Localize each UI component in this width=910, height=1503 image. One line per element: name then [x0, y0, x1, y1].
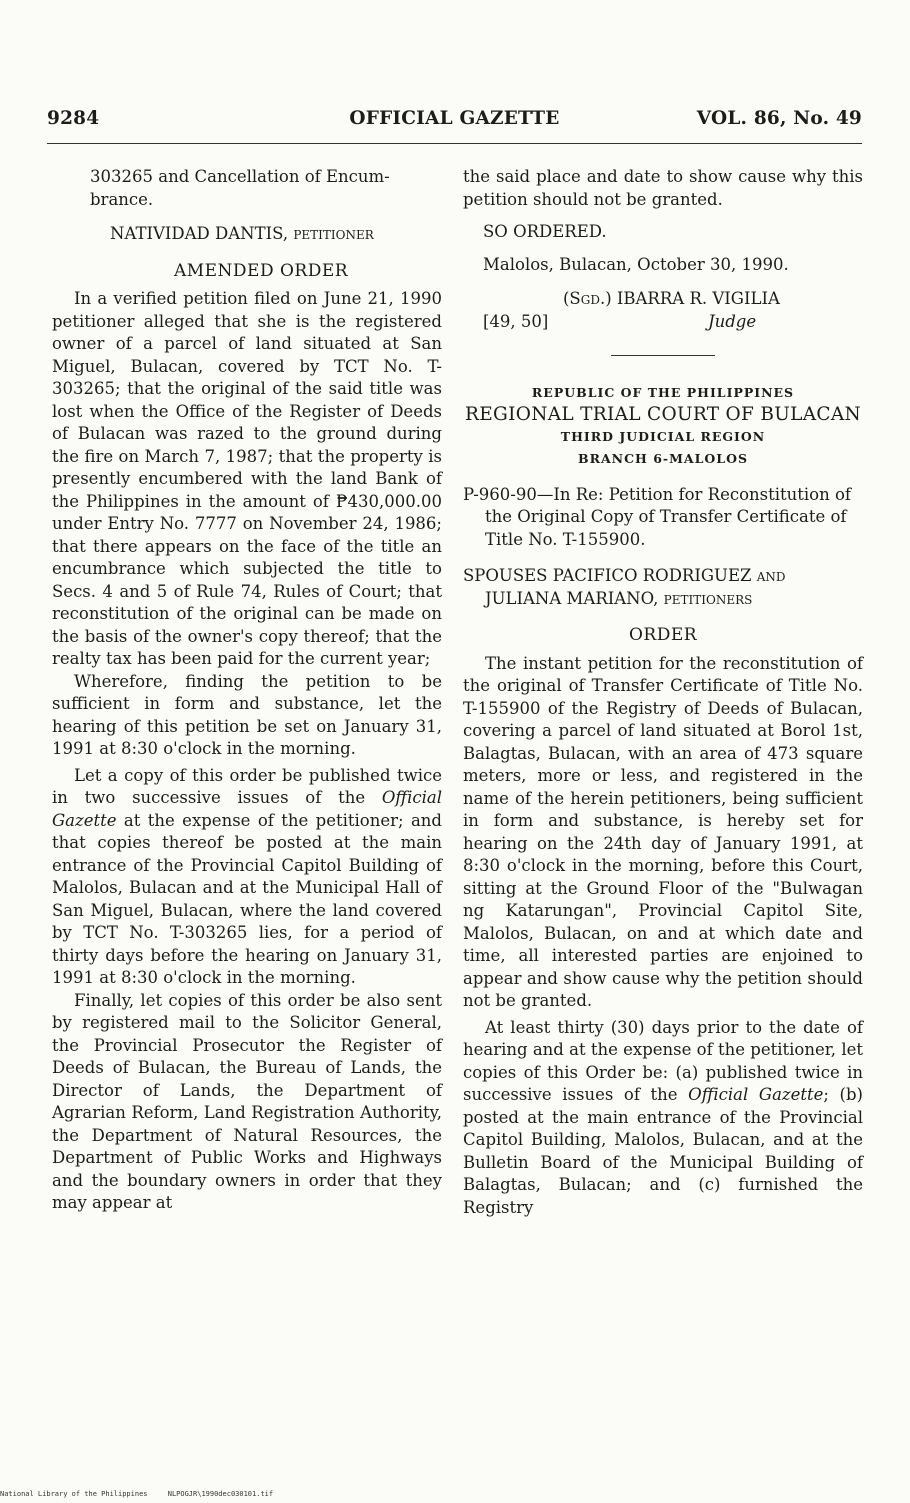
branch-heading: BRANCH 6-MALOLOS	[578, 450, 748, 466]
order-title: ORDER	[628, 625, 698, 645]
case-continuation-line1: 303265 and Cancellation of Encum-	[90, 167, 390, 186]
header-rule	[47, 143, 862, 144]
right-paragraph-2: At least thirty (30) days prior to the date of hearing and at the expense of the petitioner, let copies of this Order be: (a) published twice in successive issues of the Official Gazette; (b) posted at the main entrance of the Provincial Capitol Building, Malolos, Bulacan, and at the Bulletin Board of the Municipal Building of Balagtas, Bulacan; and (c) furnished the Registry	[463, 1017, 863, 1217]
scan-footer	[0, 1490, 500, 1498]
place-date: Malolos, Bulacan, October 30, 1990.	[483, 254, 789, 274]
right-continuation: the said place and date to show cause why this petition should not be granted.	[463, 167, 863, 209]
left-paragraph-4: Finally, let copies of this order be also sent by registered mail to the Solicitor General, the Provincial Prosecutor the Register of Deeds of Bulacan, the Bureau of Lands, the Director of Lands, the Department of Agrarian Reform, Land Registration Authority, the Department of Natural Resources, the Department of Public Works and Highways and the boundary owners in order that they may appear at	[52, 990, 442, 1212]
court-heading: REGIONAL TRIAL COURT OF BULACAN	[465, 403, 861, 425]
case-continuation-line2: brance.	[90, 189, 154, 209]
page-number: 9284	[47, 108, 100, 129]
section-divider	[611, 355, 715, 356]
so-ordered: SO ORDERED.	[483, 222, 607, 241]
petitioner-name: NATIVIDAD DANTIS, petitioner	[110, 224, 374, 243]
left-paragraph-2: Wherefore, finding the petition to be sufficient in form and substance, let the hearing of this petition be set on January 31, 1991 at 8:30 o'clock in the morning.	[52, 671, 442, 758]
region-heading: THIRD JUDICIAL REGION	[560, 428, 766, 444]
official-gazette-ref-2: Official Gazette	[688, 1085, 824, 1104]
republic-heading: REPUBLIC OF THE PHILIPPINES	[531, 384, 795, 400]
amended-order-title: AMENDED ORDER	[173, 260, 349, 281]
library-credit: National Library of the Philippines	[0, 1490, 148, 1498]
scan-filename: NLPOGJR\1990dec030101.tif	[167, 1490, 274, 1498]
right-column	[463, 166, 863, 1219]
page-header	[47, 108, 862, 134]
petitioners-names: SPOUSES PACIFICO RODRIGUEZ and JULIANA MARIANO, petitioners	[463, 566, 786, 608]
left-paragraph-1: In a verified petition filed on June 21, 1990 petitioner alleged that she is the registered owner of a parcel of land situated at San Miguel, Bulacan, covered by TCT No. T-303265; that the original of the said title was lost when the Office of the Register of Deeds of Bulacan was razed to the ground during the fire on March 7, 1987; that the property is presently encumbered with the land Bank of the Philippines in the amount of ₱430,000.00 under Entry No. 7777 on November 24, 1986; that there appears on the face of the title an encumbrance which subjected the title to Secs. 4 and 5 of Rule 74, Rules of Court; that reconstitution of the original can be made on the basis of the owner's copy thereof; that the realty tax has been paid for the current year;	[52, 289, 442, 668]
left-paragraph-3: Let a copy of this order be published twice in two successive issues of the Official Gazette at the expense of the petitioner; and that copies thereof be posted at the main entrance of the Provincial Capitol Building of Malolos, Bulacan and at the Municipal Hall of San Miguel, Bulacan, where the land covered by TCT No. T-303265 lies, for a period of thirty days before the hearing on January 31, 1991 at 8:30 o'clock in the morning.	[52, 765, 442, 987]
volume-number: VOL. 86, No. 49	[696, 108, 862, 129]
signature-line: (Sgd.) IBARRA R. VIGILIA	[563, 289, 780, 308]
case-number: P-960-90—In Re: Petition for Reconstitution of the Original Copy of Transfer Certificate of Title No. T-155900.	[463, 484, 852, 549]
official-gazette-ref: Official Gazette	[52, 788, 442, 830]
judge-title: Judge	[708, 311, 757, 331]
right-paragraph-1: The instant petition for the reconstitution of the original of Transfer Certificate of Title No. T-155900 of the Registry of Deeds of Bulacan, covering a parcel of land situated at Borol 1st, Balagtas, Bulacan, with an area of 473 square meters, more or less, and registered in the name of the herein petitioners, being sufficient in form and substance, is hereby set for hearing on the 24th day of January 1991, at 8:30 o'clock in the morning, before this Court, sitting at the Ground Floor of the "Bulwagan ng Katarungan", Provincial Capitol Site, Malolos, Bulacan, on and at which date and time, all interested parties are enjoined to appear and show cause why the petition should not be granted.	[463, 653, 863, 1010]
left-column	[52, 166, 442, 1215]
issue-reference: [49, 50]	[483, 311, 549, 331]
publication-title: OFFICIAL GAZETTE	[349, 108, 560, 129]
